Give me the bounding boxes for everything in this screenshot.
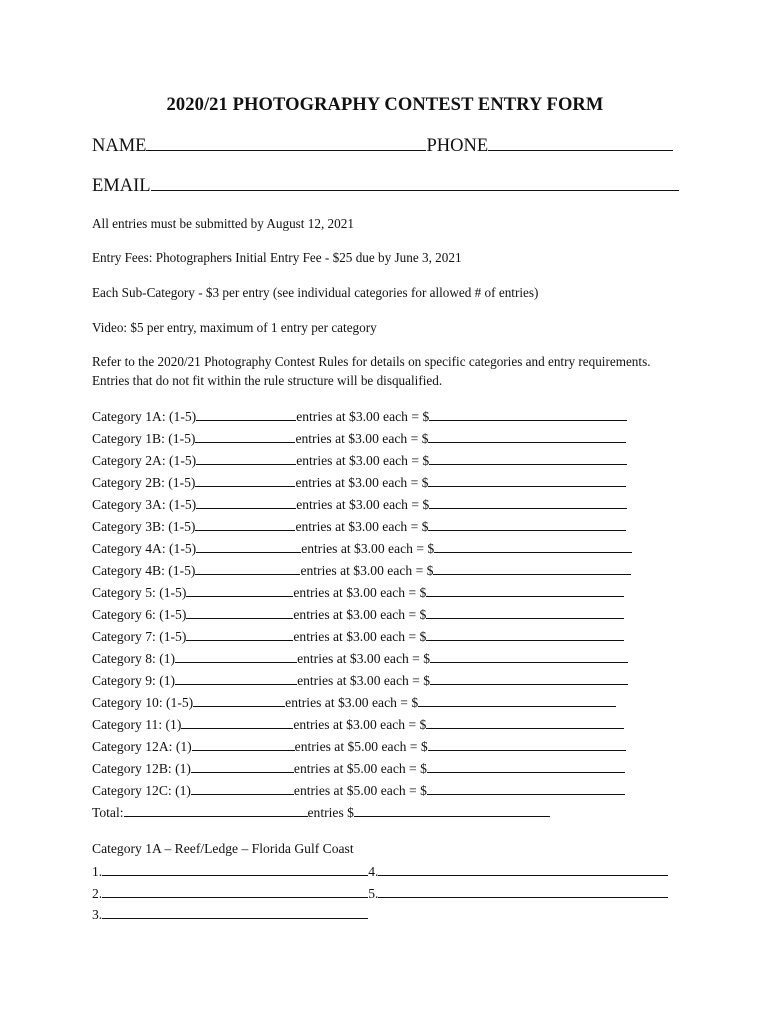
category-row [92, 781, 632, 803]
entries-count-field[interactable] [195, 561, 300, 575]
category-label: Category 12A: (1) [92, 739, 192, 754]
amount-field[interactable] [428, 473, 626, 487]
category-row [92, 495, 632, 517]
email-field[interactable] [151, 189, 679, 191]
total-entries-text: entries $ [307, 805, 354, 820]
entry-number: 5. [368, 885, 379, 901]
entry-title-row [92, 906, 668, 928]
amount-field[interactable] [429, 407, 627, 421]
category-row [92, 737, 632, 759]
category-label: Category 1B: (1-5) [92, 431, 196, 446]
email-label: EMAIL [92, 176, 151, 196]
category-row [92, 715, 632, 737]
category-row [92, 451, 632, 473]
amount-field[interactable] [430, 649, 628, 663]
form-title: 2020/21 PHOTOGRAPHY CONTEST ENTRY FORM [166, 95, 604, 115]
category-row [92, 693, 632, 715]
entries-count-field[interactable] [196, 495, 296, 509]
entry-title-row [92, 885, 668, 907]
amount-field[interactable] [427, 781, 625, 795]
amount-field[interactable] [434, 539, 632, 553]
entries-count-field[interactable] [186, 583, 293, 597]
category-label: Category 4B: (1-5) [92, 563, 196, 578]
category-row [92, 473, 632, 495]
category-list [92, 407, 632, 825]
deadline-note: All entries must be submitted by August 12, 2021 [92, 216, 354, 231]
entries-count-field[interactable] [175, 649, 297, 663]
entry-title-row [92, 863, 668, 885]
price-text: entries at $3.00 each = $ [293, 607, 427, 622]
category-row [92, 561, 632, 583]
price-text: entries at $3.00 each = $ [297, 651, 431, 666]
entries-count-field[interactable] [191, 781, 294, 795]
price-text: entries at $3.00 each = $ [295, 475, 429, 490]
price-text: entries at $5.00 each = $ [294, 739, 428, 754]
category-row [92, 583, 632, 605]
total-amount-field[interactable] [354, 803, 550, 817]
price-text: entries at $3.00 each = $ [293, 717, 427, 732]
price-text: entries at $3.00 each = $ [293, 629, 427, 644]
amount-field[interactable] [429, 495, 627, 509]
entries-count-field[interactable] [186, 627, 293, 641]
category-row [92, 429, 632, 451]
name-label: NAME [92, 136, 147, 156]
total-row [92, 803, 632, 825]
category-label: Category 9: (1) [92, 673, 176, 688]
category-row [92, 759, 632, 781]
entry-title-field[interactable] [102, 863, 368, 876]
category-row [92, 605, 632, 627]
price-text: entries at $3.00 each = $ [301, 541, 435, 556]
category-label: Category 7: (1-5) [92, 629, 187, 644]
category-label: Category 12B: (1) [92, 761, 191, 776]
amount-field[interactable] [429, 451, 627, 465]
name-phone-row [92, 136, 673, 157]
amount-field[interactable] [428, 429, 626, 443]
entries-count-field[interactable] [196, 451, 296, 465]
price-text: entries at $3.00 each = $ [297, 673, 431, 688]
price-text: entries at $5.00 each = $ [293, 783, 427, 798]
entries-count-field[interactable] [181, 715, 293, 729]
amount-field[interactable] [418, 693, 616, 707]
category-label: Category 2B: (1-5) [92, 475, 196, 490]
total-label: Total: [92, 805, 124, 820]
entry-number: 3. [92, 907, 103, 922]
amount-field[interactable] [428, 517, 626, 531]
category-label: Category 3B: (1-5) [92, 519, 196, 534]
amount-field[interactable] [430, 671, 628, 685]
price-text: entries at $3.00 each = $ [300, 563, 434, 578]
entry-title-lines [92, 863, 668, 928]
entry-title-field[interactable] [102, 906, 368, 919]
price-text: entries at $3.00 each = $ [285, 695, 419, 710]
category-label: Category 12C: (1) [92, 783, 191, 798]
video-note: Video: $5 per entry, maximum of 1 entry per category [92, 320, 377, 335]
amount-field[interactable] [426, 715, 624, 729]
category-row [92, 539, 632, 561]
category-row [92, 649, 632, 671]
amount-field[interactable] [427, 759, 625, 773]
email-row [92, 176, 679, 197]
category-label: Category 11: (1) [92, 717, 182, 732]
amount-field[interactable] [428, 737, 626, 751]
entries-count-field[interactable] [196, 407, 296, 421]
entries-count-field[interactable] [175, 671, 297, 685]
category-label: Category 10: (1-5) [92, 695, 194, 710]
amount-field[interactable] [433, 561, 631, 575]
price-text: entries at $3.00 each = $ [295, 519, 429, 534]
entry-number: 4. [368, 864, 379, 879]
entries-count-field[interactable] [191, 759, 294, 773]
category-row [92, 517, 632, 539]
price-text: entries at $3.00 each = $ [296, 409, 430, 424]
amount-field[interactable] [426, 605, 624, 619]
category-label: Category 1A: (1-5) [92, 409, 197, 424]
entry-number: 1. [92, 864, 103, 879]
entries-count-field[interactable] [193, 693, 285, 707]
entry-title-field[interactable] [378, 863, 668, 876]
entries-count-field[interactable] [192, 737, 295, 751]
category-label: Category 5: (1-5) [92, 585, 187, 600]
category-row [92, 627, 632, 649]
entries-count-field[interactable] [195, 517, 295, 531]
entries-count-field[interactable] [196, 539, 301, 553]
price-text: entries at $3.00 each = $ [295, 431, 429, 446]
category-label: Category 4A: (1-5) [92, 541, 197, 556]
rules-note: Refer to the 2020/21 Photography Contest Rules for details on specific categories and entry requirements. Entries that do not fit within the rule structure will be disqualified. [92, 354, 651, 388]
category-label: Category 2A: (1-5) [92, 453, 197, 468]
price-text: entries at $3.00 each = $ [296, 497, 430, 512]
phone-field[interactable] [488, 149, 673, 151]
category-label: Category 8: (1) [92, 651, 176, 666]
category-label: Category 6: (1-5) [92, 607, 187, 622]
amount-field[interactable] [426, 627, 624, 641]
price-text: entries at $3.00 each = $ [296, 453, 430, 468]
entry-title-field[interactable] [102, 885, 368, 898]
entries-count-field[interactable] [195, 473, 295, 487]
phone-label: PHONE [426, 136, 489, 156]
amount-field[interactable] [426, 583, 624, 597]
category-row [92, 407, 632, 429]
name-field[interactable] [146, 149, 426, 151]
subcategory-note: Each Sub-Category - $3 per entry (see individual categories for allowed # of entries) [92, 285, 539, 300]
category-label: Category 3A: (1-5) [92, 497, 197, 512]
fees-note: Entry Fees: Photographers Initial Entry Fee - $25 due by June 3, 2021 [92, 250, 462, 265]
price-text: entries at $5.00 each = $ [293, 761, 427, 776]
category-row [92, 671, 632, 693]
price-text: entries at $3.00 each = $ [293, 585, 427, 600]
entries-count-field[interactable] [186, 605, 293, 619]
entry-number: 2. [92, 885, 103, 901]
entry-title-field[interactable] [378, 885, 668, 898]
entry-list-title: Category 1A – Reef/Ledge – Florida Gulf Coast [92, 841, 354, 856]
entries-count-field[interactable] [195, 429, 295, 443]
total-entries-field[interactable] [124, 803, 308, 817]
